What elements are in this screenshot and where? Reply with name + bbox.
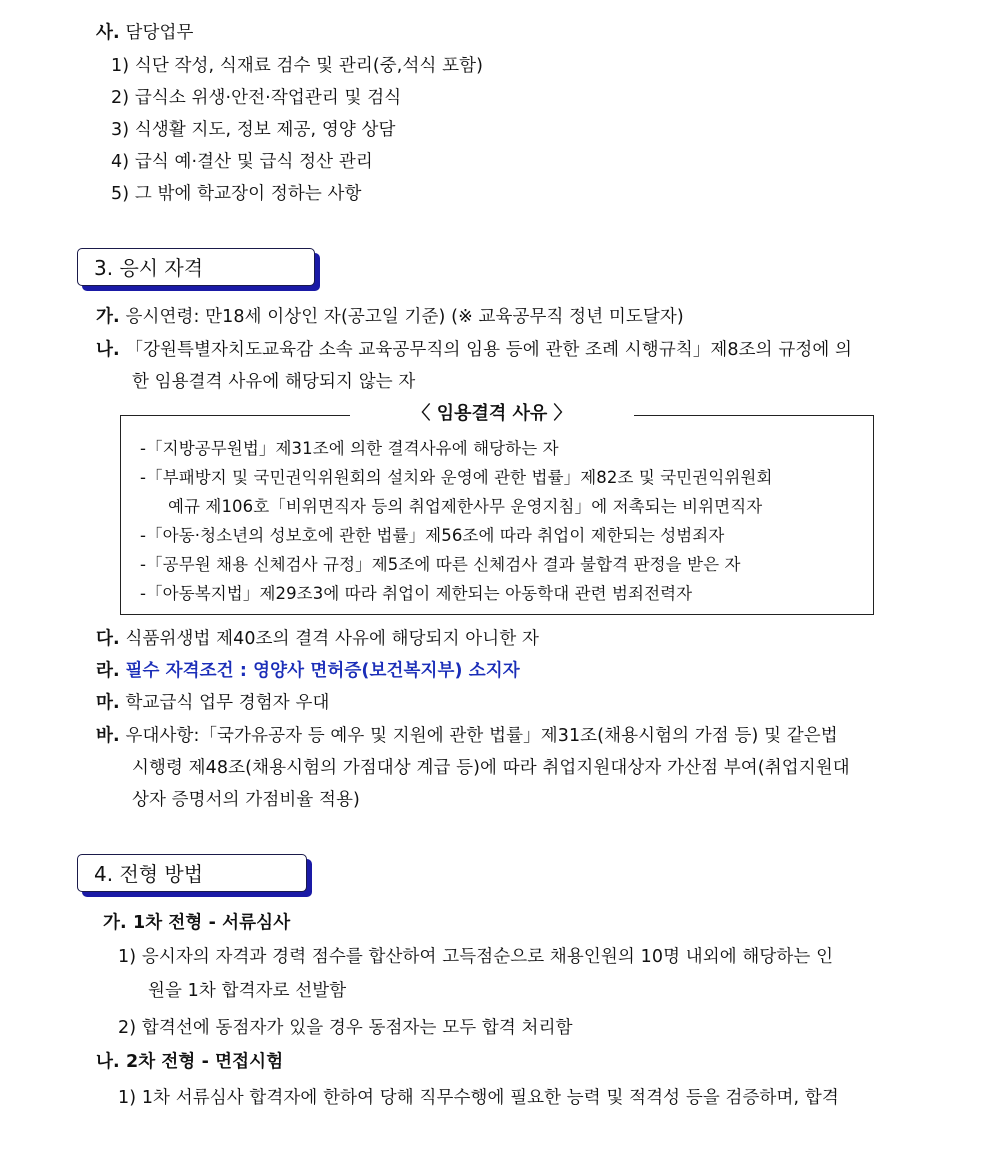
duties-item-1: 1) 식단 작성, 식재료 검수 및 관리(중,석식 포함) [111,56,484,76]
qualification-ba-marker: 바. [96,726,120,746]
screening-stage1-item2: 2) 합격선에 동점자가 있을 경우 동점자는 모두 합격 처리함 [118,1018,573,1038]
screening-stage1-heading: 가. 1차 전형 - 서류심사 [103,913,291,933]
duties-marker: 사. [96,23,120,43]
qualification-ma-text: 학교급식 업무 경험자 우대 [125,693,330,713]
duties-item-2: 2) 급식소 위생·안전·작업관리 및 검식 [111,88,402,108]
section-3-title-box [77,248,315,286]
qualification-ra-text: 필수 자격조건 : 영양사 면허증(보건복지부) 소지자 [125,661,520,681]
duties-heading-line [96,20,193,46]
qualification-ma-marker: 마. [96,693,120,713]
disqualification-item-1: -「지방공무원법」제31조에 의한 결격사유에 해당하는 자 [140,439,559,458]
disqualification-box-title: 〈 임용결격 사유 〉 [350,400,634,428]
screening-stage1-item1-line1: 1) 응시자의 자격과 경력 점수를 합산하여 고득점순으로 채용인원의 10명 내외에 해당하는 인 [118,947,834,967]
section-3-title: 3. 응시 자격 [94,256,204,280]
qualification-na-line2: 한 임용결격 사유에 해당되지 않는 자 [132,372,416,392]
screening-stage2-item1-line1: 1) 1차 서류심사 합격자에 한하여 당해 직무수행에 필요한 능력 및 적격성 등을 검증하며, 합격 [118,1088,839,1108]
qualification-ma [96,690,329,716]
qualification-na-marker: 나. [96,340,120,360]
screening-stage2-heading: 나. 2차 전형 - 면접시험 [96,1052,284,1072]
qualification-da-marker: 다. [96,629,120,649]
qualification-ra [96,658,520,684]
qualification-ga-text: 응시연령: 만18세 이상인 자(공고일 기준) (※ 교육공무직 정년 미도달자) [125,307,684,327]
duties-heading: 담당업무 [125,23,194,43]
qualification-ga [96,304,684,330]
qualification-ba-line1: 우대사항:「국가유공자 등 예우 및 지원에 관한 법률」제31조(채용시험의 가점 등) 및 같은법 [125,726,838,746]
duties-item-3: 3) 식생활 지도, 정보 제공, 영양 상담 [111,120,396,140]
disqualification-item-3: -「아동·청소년의 성보호에 관한 법률」제56조에 따라 취업이 제한되는 성범죄자 [140,526,725,545]
section-4-title-box [77,854,307,892]
qualification-ba-line2: 시행령 제48조(채용시험의 가점대상 계급 등)에 따라 취업지원대상자 가산점 부여(취업지원대 [132,758,850,778]
qualification-na [96,337,852,363]
qualification-ra-marker: 라. [96,661,120,681]
qualification-ga-marker: 가. [96,307,120,327]
disqualification-item-5: -「아동복지법」제29조3에 따라 취업이 제한되는 아동학대 관련 범죄전력자 [140,584,693,603]
duties-item-4: 4) 급식 예·결산 및 급식 정산 관리 [111,152,373,172]
qualification-ba-line3: 상자 증명서의 가점비율 적용) [132,790,360,810]
disqualification-item-2: -「부패방지 및 국민권익위원회의 설치와 운영에 관한 법률」제82조 및 국민권익위원회 [140,468,773,487]
section-4-title: 4. 전형 방법 [94,862,204,886]
disqualification-item-2-cont: 예규 제106호「비위면직자 등의 취업제한사무 운영지침」에 저촉되는 비위면직자 [168,497,763,516]
duties-item-5: 5) 그 밖에 학교장이 정하는 사항 [111,184,362,204]
qualification-da-text: 식품위생법 제40조의 결격 사유에 해당되지 아니한 자 [125,629,539,649]
qualification-ba [96,723,838,749]
disqualification-item-4: -「공무원 채용 신체검사 규정」제5조에 따른 신체검사 결과 불합격 판정을 받은 자 [140,555,741,574]
screening-stage1-item1-line2: 원을 1차 합격자로 선발함 [148,981,347,1001]
qualification-da [96,626,539,652]
qualification-na-line1: 「강원특별자치도교육감 소속 교육공무직의 임용 등에 관한 조례 시행규칙」제8조의 규정에 의 [125,340,853,360]
